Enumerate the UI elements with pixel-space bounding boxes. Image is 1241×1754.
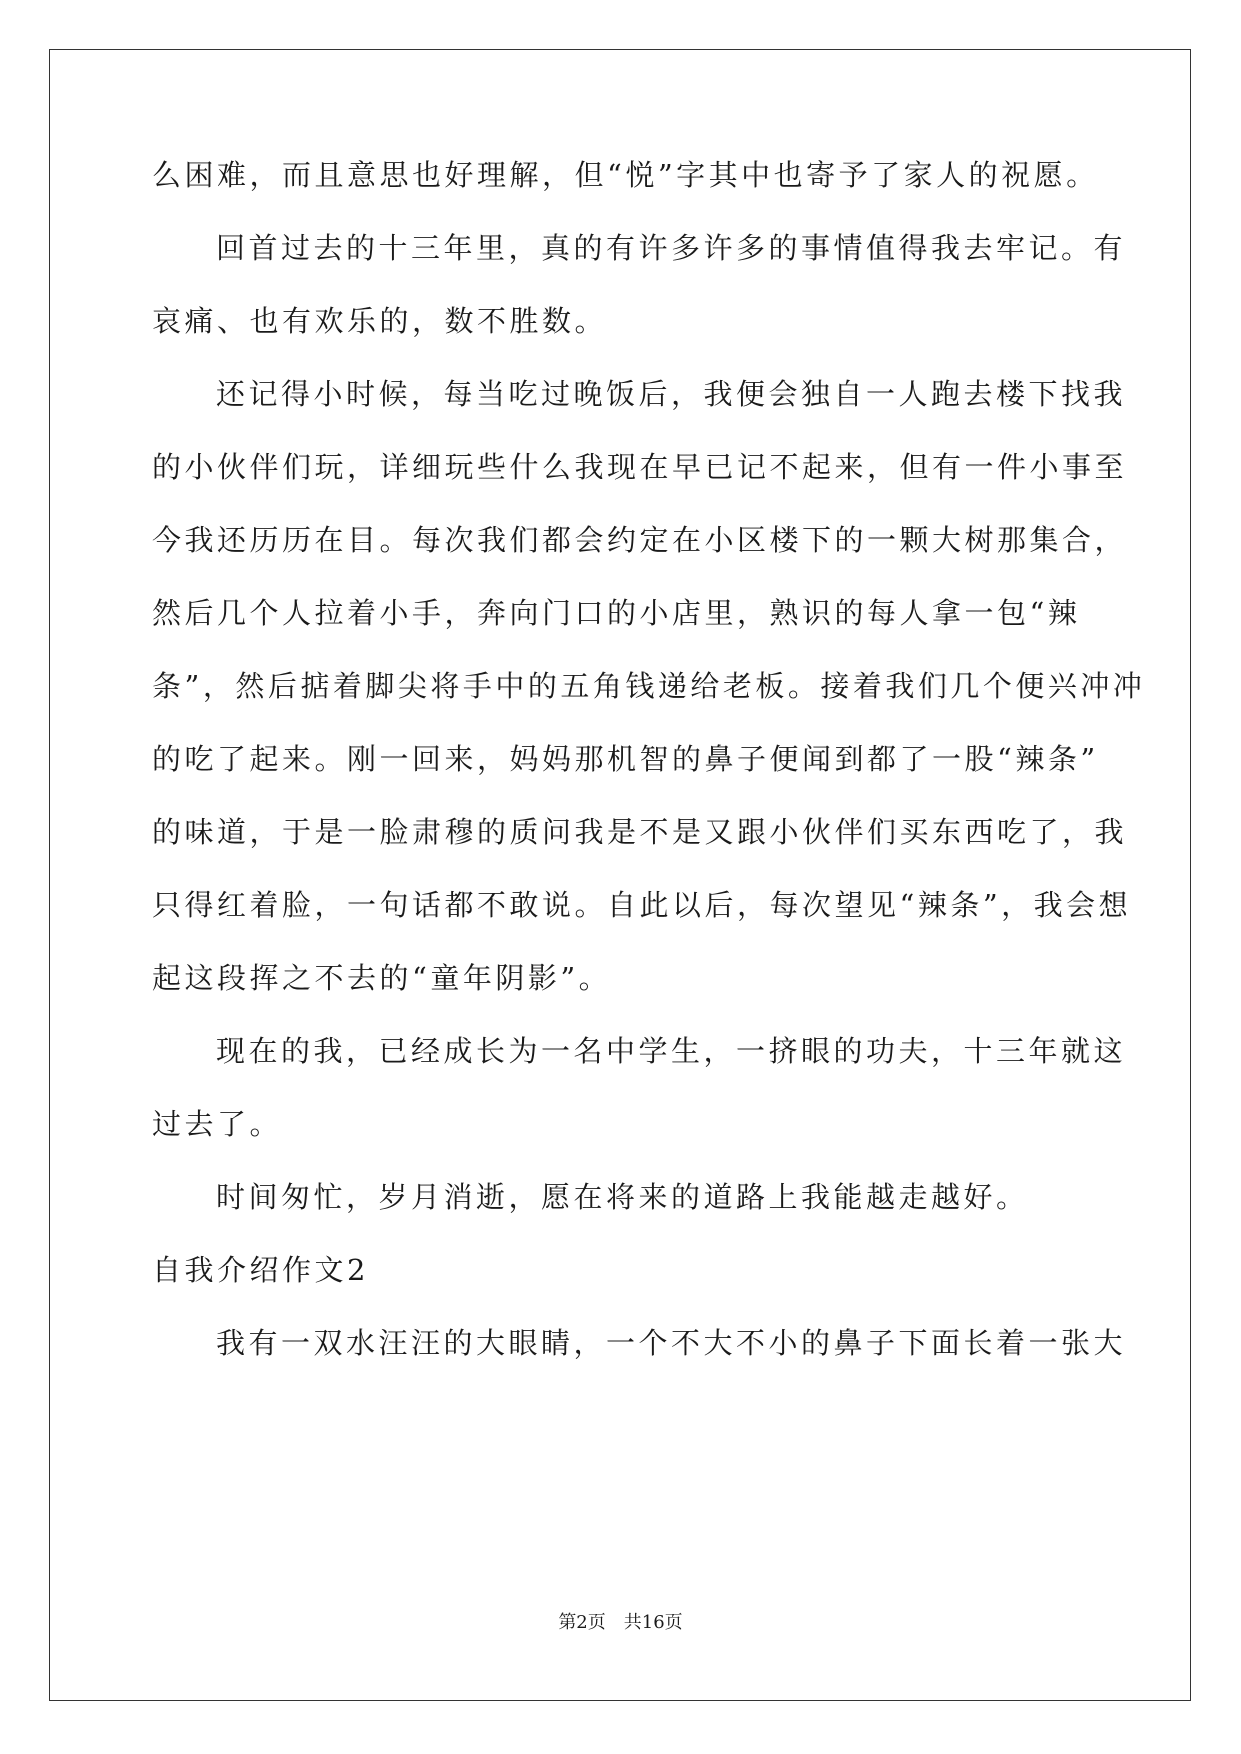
paragraph-start: 还记得小时候，每当吃过晚饭后，我便会独自一人跑去楼下找我 <box>216 377 1127 411</box>
paragraph-start: 我有一双水汪汪的大眼睛，一个不大不小的鼻子下面长着一张大 <box>216 1326 1127 1360</box>
page-number: 第2页 <box>558 1612 606 1633</box>
text-line: 哀痛、也有欢乐的，数不胜数。 <box>152 304 608 338</box>
paragraph-start: 时间匆忙，岁月消逝，愿在将来的道路上我能越走越好。 <box>216 1180 1029 1214</box>
text-line: 今我还历历在目。每次我们都会约定在小区楼下的一颗大树那集合， <box>152 523 1128 557</box>
section-heading: 自我介绍作文2 <box>152 1253 369 1287</box>
text-line: 的小伙伴们玩，详细玩些什么我现在早已记不起来，但有一件小事至 <box>152 450 1128 484</box>
text-line: 条”，然后掂着脚尖将手中的五角钱递给老板。接着我们几个便兴冲冲 <box>152 669 1146 703</box>
text-line: 然后几个人拉着小手，奔向门口的小店里，熟识的每人拿一包“辣 <box>152 596 1081 630</box>
text-line: 的吃了起来。刚一回来，妈妈那机智的鼻子便闻到都了一股“辣条” <box>152 742 1099 776</box>
text-line: 么困难，而且意思也好理解，但“悦”字其中也寄予了家人的祝愿。 <box>152 158 1099 192</box>
paragraph-start: 现在的我，已经成长为一名中学生，一挤眼的功夫，十三年就这 <box>216 1034 1127 1068</box>
page-border <box>49 49 1191 1701</box>
page-total: 共16页 <box>623 1612 683 1633</box>
text-line: 过去了。 <box>152 1107 283 1141</box>
page-footer <box>0 1611 1241 1635</box>
text-line: 只得红着脸，一句话都不敢说。自此以后，每次望见“辣条”，我会想 <box>152 888 1132 922</box>
paragraph-start: 回首过去的十三年里，真的有许多许多的事情值得我去牢记。有 <box>216 231 1127 265</box>
text-line: 起这段挥之不去的“童年阴影”。 <box>152 961 612 995</box>
text-line: 的味道，于是一脸肃穆的质问我是不是又跟小伙伴们买东西吃了，我 <box>152 815 1128 849</box>
